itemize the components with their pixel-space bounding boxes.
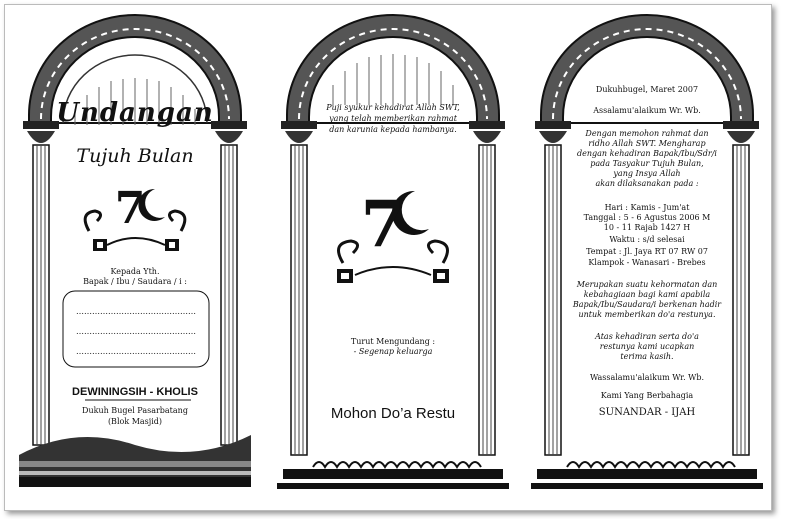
invitation-sheet <box>4 4 772 511</box>
intro-line-6: akan dilaksanakan pada : <box>595 179 699 188</box>
honor-line-4: untuk memberikan do'a restunya. <box>578 310 716 319</box>
hope-line-2: restunya kami ucapkan <box>599 342 695 351</box>
invitation-title: Undangan <box>56 98 214 128</box>
recipient-dotted-line-2: ……………………………………… <box>76 327 196 336</box>
arch-frame-graphic <box>15 5 255 510</box>
signer-label: Turut Mengundang : <box>350 337 436 346</box>
opening-line-3: dan karunia kepada hambanya. <box>329 125 457 134</box>
opening-line-2: yang telah memberikan rahmat <box>329 114 457 123</box>
sign-label: Kami Yang Berbahagia <box>600 391 694 400</box>
recipient-line: Bapak / Ibu / Saudara / i : <box>83 277 187 286</box>
seven-emblem: 7 <box>114 183 146 234</box>
seven-emblem: 7 <box>360 187 406 262</box>
recipient-dotted-line-3: ……………………………………… <box>76 347 196 356</box>
event-day: Hari : Kamis - Jum'at <box>604 203 690 212</box>
honor-line-3: Bapak/Ibu/Saudara/i berkenan hadir <box>572 300 722 309</box>
signer-value: - Segenap keluarga <box>353 347 433 356</box>
event-place: Tempat : Jl. Jaya RT 07 RW 07 <box>586 247 708 256</box>
intro-line-5: yang Insya Allah <box>613 169 681 178</box>
blessing-text: Mohon Do’a Restu <box>330 405 456 422</box>
intro-line-4: pada Tasyakur Tujuh Bulan, <box>590 159 704 168</box>
intro-line-1: Dengan memohon rahmat dan <box>585 129 709 138</box>
recipient-dotted-line-1: ……………………………………… <box>76 307 196 316</box>
sign-names: SUNANDAR - IJAH <box>598 407 696 418</box>
honor-line-1: Merupakan suatu kehormatan dan <box>576 280 718 289</box>
closing: Wassalamu'alaikum Wr. Wb. <box>589 373 705 382</box>
intro-line-3: dengan kehadiran Bapak/Ibu/Sdr/i <box>577 149 717 158</box>
invitation-subtitle: Tujuh Bulan <box>76 145 194 167</box>
honor-line-2: kebahagiaan bagi kami apabila <box>583 290 711 299</box>
event-location: Klampok - Wanasari - Brebes <box>588 258 706 267</box>
address-line-1: Dukuh Bugel Pasarbatang <box>82 406 188 415</box>
hope-line-3: terima kasih. <box>620 352 674 361</box>
panel-details <box>527 5 767 510</box>
host-names: DEWININGSIH - KHOLIS <box>72 386 198 398</box>
panel-greeting <box>273 5 513 510</box>
address-line-2: (Blok Masjid) <box>107 417 163 426</box>
intro-line-2: ridho Allah SWT. Mengharap <box>588 139 706 148</box>
hope-line-1: Atas kehadiran serta do'a <box>595 332 699 341</box>
event-date: Tanggal : 5 - 6 Agustus 2006 M <box>583 213 711 222</box>
event-time: Waktu : s/d selesai <box>609 235 685 244</box>
greeting: Assalamu'alaikum Wr. Wb. <box>593 106 701 115</box>
opening-line-1: Puji syukur kehadirat Allah SWT, <box>326 103 460 112</box>
panel-cover <box>15 5 255 510</box>
recipient-label: Kepada Yth. <box>110 267 160 276</box>
place-date: Dukuhbugel, Maret 2007 <box>595 85 699 94</box>
event-hijri-date: 10 - 11 Rajab 1427 H <box>603 223 691 232</box>
